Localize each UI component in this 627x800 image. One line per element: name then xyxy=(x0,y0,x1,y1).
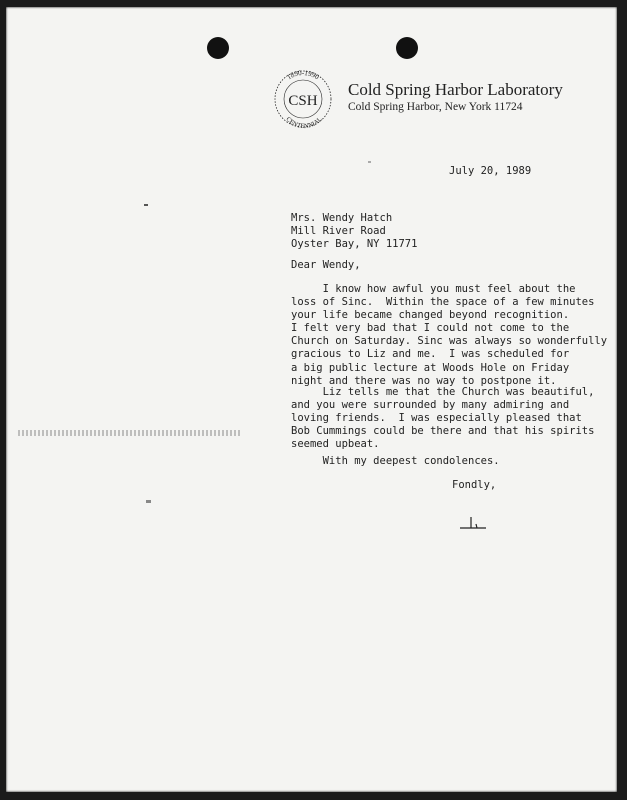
body-paragraph-2: Liz tells me that the Church was beautiful, and you were surrounded by many admiring and loving friends. I was especially pleased that Bob Cummings could be there and that his spirits seemed upbeat. xyxy=(291,386,595,451)
salutation: Dear Wendy, xyxy=(291,259,361,271)
recipient-address: Mrs. Wendy Hatch Mill River Road Oyster Bay, NY 11771 xyxy=(291,212,418,251)
punch-hole xyxy=(396,37,418,59)
scan-speck xyxy=(368,161,371,163)
scan-speck xyxy=(144,204,148,206)
svg-text:CENTENNIAL: CENTENNIAL xyxy=(284,115,324,131)
organization-address: Cold Spring Harbor, New York 11724 xyxy=(348,101,523,113)
organization-name: Cold Spring Harbor Laboratory xyxy=(348,80,563,99)
punch-hole xyxy=(207,37,229,59)
signature xyxy=(458,514,488,532)
csh-centennial-logo xyxy=(269,65,337,133)
closing: Fondly, xyxy=(452,479,497,491)
letter-date: July 20, 1989 xyxy=(449,165,532,177)
svg-text:1890-1990: 1890-1990 xyxy=(285,69,321,82)
scan-speck xyxy=(146,500,151,503)
body-paragraph-3: With my deepest condolences. xyxy=(291,455,500,467)
letter-page xyxy=(6,7,617,792)
body-paragraph-1: I know how awful you must feel about the loss of Sinc. Within the space of a few minutes your life became changed beyond recognition. I felt very bad that I could not come to the Church on Saturday. Sinc was always so wonderfully gracious to Liz and me. I was scheduled for a big public lecture at Woods Hole on Friday night and there was no way to postpone it. xyxy=(291,283,608,387)
scan-smudge xyxy=(18,430,240,436)
svg-text:CSH: CSH xyxy=(288,93,318,109)
